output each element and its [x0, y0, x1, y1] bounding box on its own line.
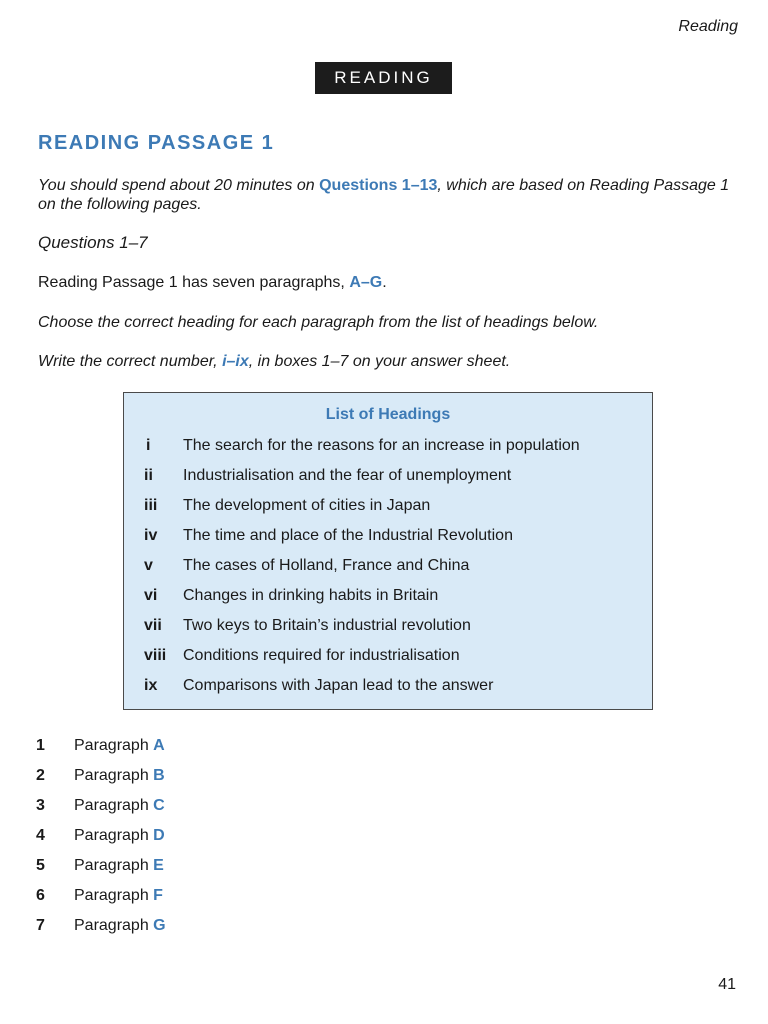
- numeral-range: i–ix: [222, 353, 249, 370]
- heading-text: The development of cities in Japan: [183, 497, 431, 514]
- question-number: 3: [36, 797, 45, 814]
- questions-reference: Questions 1–13: [319, 177, 438, 194]
- heading-item: [124, 467, 652, 497]
- heading-text: Two keys to Britain’s industrial revolution: [183, 617, 471, 634]
- question-item: [36, 767, 336, 789]
- question-number: 2: [36, 767, 45, 784]
- questions-range: Questions 1–7: [38, 233, 148, 252]
- heading-text: Comparisons with Japan lead to the answer: [183, 677, 494, 694]
- page-number: 41: [718, 976, 736, 993]
- list-of-headings-box: [123, 392, 653, 710]
- passage-title: READING PASSAGE 1: [38, 132, 275, 154]
- write-instruction: [38, 352, 738, 371]
- paragraph-letter: E: [153, 857, 164, 874]
- heading-item: [124, 497, 652, 527]
- paragraphs-text-after: .: [382, 274, 387, 291]
- question-number: 6: [36, 887, 45, 904]
- question-item: [36, 887, 336, 909]
- intro-text-after: , which are based on Reading Passage 1 on the following pages.: [38, 177, 730, 213]
- question-number: 5: [36, 857, 45, 874]
- heading-numeral: v: [144, 557, 153, 574]
- heading-item: [124, 617, 652, 647]
- paragraph-letter: D: [153, 827, 165, 844]
- heading-text: The time and place of the Industrial Revolution: [183, 527, 513, 544]
- heading-numeral: i: [146, 437, 151, 454]
- running-head: Reading: [678, 18, 738, 35]
- paragraphs-text-before: Reading Passage 1 has seven paragraphs,: [38, 274, 350, 291]
- question-label: Paragraph G: [74, 917, 166, 934]
- heading-item: [124, 647, 652, 677]
- paragraph-letter: A: [153, 737, 165, 754]
- question-label: Paragraph C: [74, 797, 165, 814]
- question-number: 1: [36, 737, 45, 754]
- heading-item: [124, 557, 652, 587]
- question-label: Paragraph D: [74, 827, 165, 844]
- question-label: Paragraph A: [74, 737, 165, 754]
- heading-numeral: ii: [144, 467, 153, 484]
- question-item: [36, 797, 336, 819]
- question-label: Paragraph E: [74, 857, 164, 874]
- heading-item: [124, 437, 652, 467]
- heading-numeral: iii: [144, 497, 158, 514]
- write-text-before: Write the correct number,: [38, 353, 223, 370]
- question-number: 4: [36, 827, 45, 844]
- paragraphs-line: [38, 273, 738, 292]
- heading-item: [124, 527, 652, 557]
- heading-text: The search for the reasons for an increase in population: [183, 437, 580, 454]
- heading-item: [124, 587, 652, 617]
- choose-instruction: Choose the correct heading for each paragraph from the list of headings below.: [38, 314, 599, 331]
- heading-item: [124, 677, 652, 707]
- question-item: [36, 737, 336, 759]
- question-item: [36, 917, 336, 939]
- write-text-after: , in boxes 1–7 on your answer sheet.: [248, 353, 511, 370]
- question-item: [36, 827, 336, 849]
- question-label: Paragraph F: [74, 887, 163, 904]
- paragraph-letter: G: [153, 917, 166, 934]
- question-number: 7: [36, 917, 45, 934]
- paragraph-range: A–G: [349, 274, 383, 291]
- paragraph-letter: F: [153, 887, 163, 904]
- section-label: READING: [315, 62, 452, 94]
- question-label: Paragraph B: [74, 767, 165, 784]
- heading-numeral: vi: [144, 587, 158, 604]
- paragraph-letter: C: [153, 797, 165, 814]
- question-item: [36, 857, 336, 879]
- heading-numeral: ix: [144, 677, 158, 694]
- heading-numeral: iv: [144, 527, 158, 544]
- intro-text-before: You should spend about 20 minutes on: [38, 177, 320, 194]
- heading-numeral: vii: [144, 617, 162, 634]
- headings-title: List of Headings: [325, 406, 451, 423]
- intro-instruction: [38, 176, 738, 214]
- heading-text: Changes in drinking habits in Britain: [183, 587, 439, 604]
- heading-text: The cases of Holland, France and China: [183, 557, 470, 574]
- paragraph-letter: B: [153, 767, 165, 784]
- heading-text: Industrialisation and the fear of unemployment: [183, 467, 512, 484]
- heading-text: Conditions required for industrialisation: [183, 647, 460, 664]
- heading-numeral: viii: [144, 647, 167, 664]
